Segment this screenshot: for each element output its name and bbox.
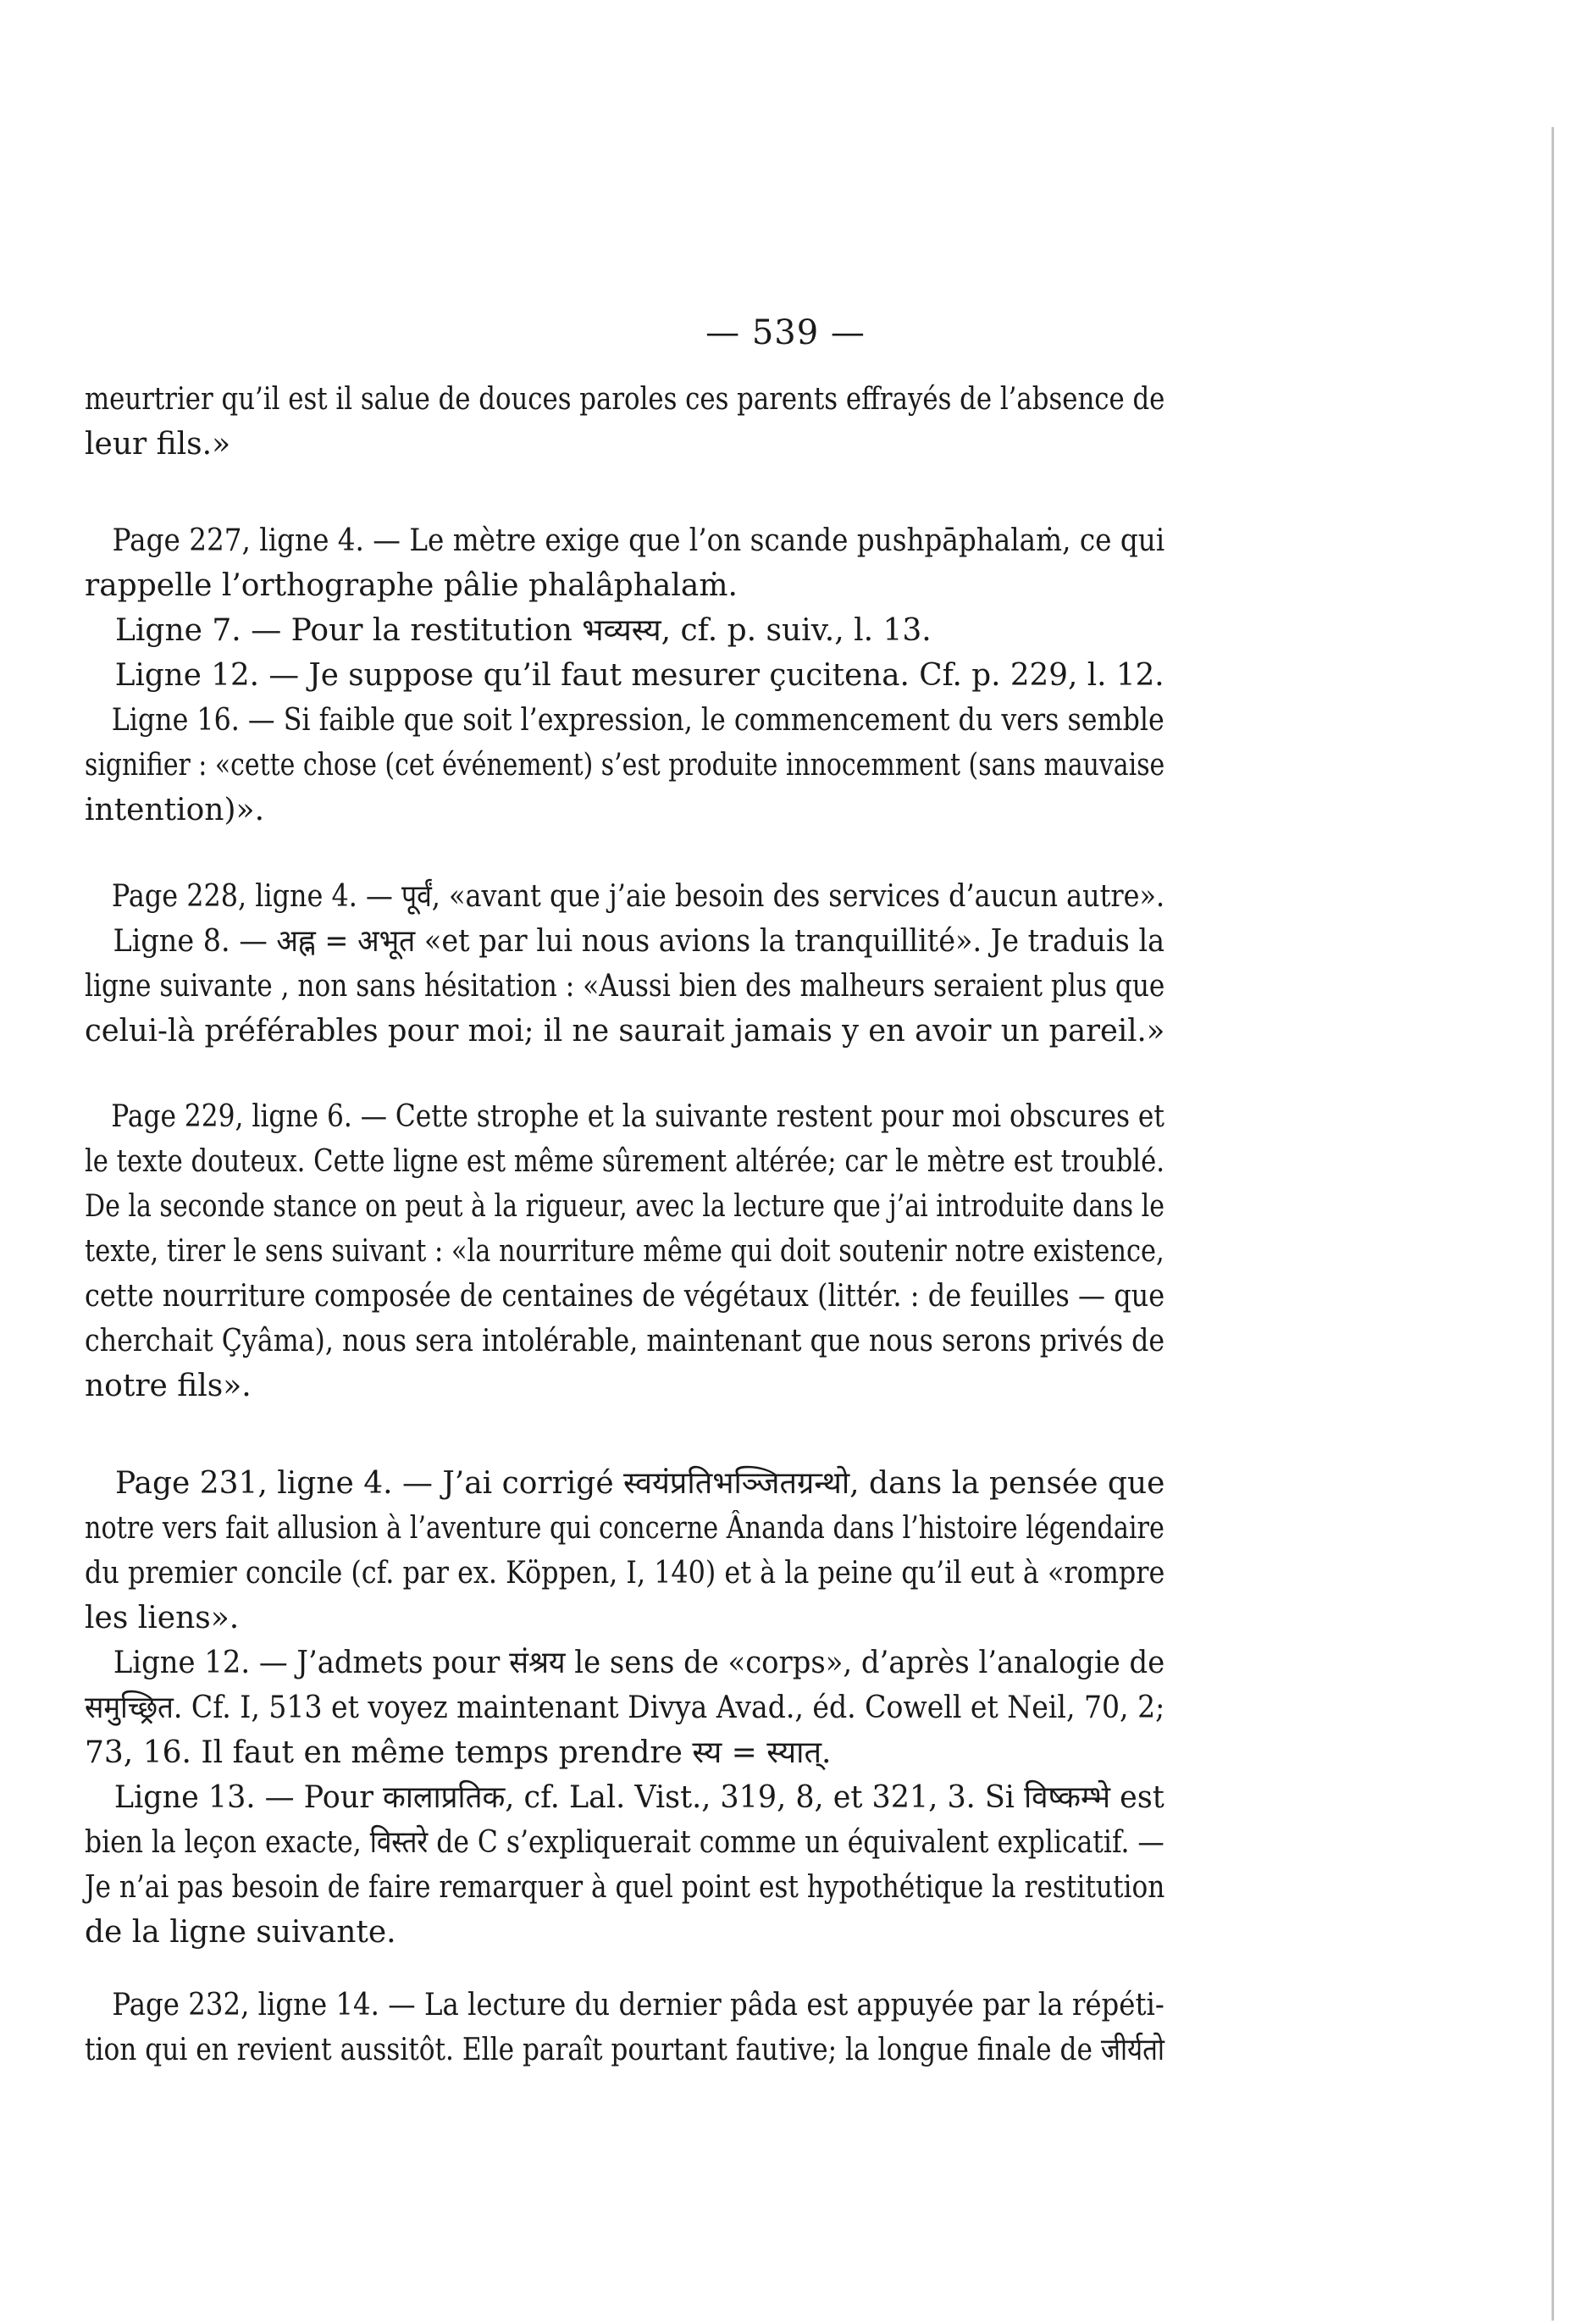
text-line: celui-là préférables pour moi; il ne saurait jamais y en avoir un pareil.» <box>85 1014 1165 1049</box>
note-heading-line: Page 229, ligne 6. — Cette strophe et la suivante restent pour moi obscures et <box>111 1099 1164 1134</box>
text-line: notre fils». <box>85 1369 252 1403</box>
text-line: bien la leçon exacte, विस्तरे de C s’expliquerait comme un équivalent explicatif. — <box>85 1825 1164 1860</box>
ligne-note: Ligne 13. — Pour कालाप्रतिक, cf. Lal. Vist., 319, 8, et 321, 3. Si विष्कम्भे est <box>113 1780 1164 1815</box>
note-page-231 <box>85 1461 1164 1955</box>
text-line: rappelle l’orthographe pâlie phalâphalaṁ. <box>85 568 738 603</box>
text-line: le texte douteux. Cette ligne est même sûrement altérée; car le mètre est troublé. <box>85 1144 1164 1179</box>
text-line: du premier concile (cf. par ex. Köppen, I, 140) et à la peine qu’il eut à «rompre <box>85 1556 1165 1591</box>
text-line: cherchait Çyâma), nous sera intolérable, maintenant que nous serons privés de <box>85 1324 1165 1358</box>
ligne-note: Ligne 12. — J’admets pour संश्रय le sens de «corps», d’après l’analogie de <box>113 1646 1165 1680</box>
text-line: 73, 16. Il faut en même temps prendre स्य = स्यात्. <box>85 1735 832 1770</box>
note-heading-line: Page 228, ligne 4. — पूर्वं, «avant que j’aie besoin des services d’aucun autre». <box>111 879 1165 914</box>
text-line: intention)». <box>85 793 265 827</box>
text-line: समुच्छ्रित. Cf. I, 513 et voyez maintenant Divya Avad., éd. Cowell et Neil, 70, 2; <box>85 1690 1165 1725</box>
ligne-note: Ligne 16. — Si faible que soit l’expression, le commencement du vers semble <box>111 703 1164 738</box>
text-line: meurtrier qu’il est il salue de douces paroles ces parents effrayés de l’absence de <box>85 382 1165 417</box>
ligne-note: Ligne 8. — अह्न = अभूत «et par lui nous avions la tranquillité». Je traduis la <box>113 924 1165 959</box>
paragraph-continuation <box>85 377 1164 467</box>
text-line: texte, tirer le sens suivant : «la nourriture même qui doit soutenir notre existence, <box>85 1234 1164 1269</box>
text-line: tion qui en revient aussitôt. Elle paraît pourtant fautive; la longue finale de जीर्यतो <box>85 2033 1164 2067</box>
note-heading-line: Page 231, ligne 4. — J’ai corrigé स्वयंप्रतिभञ्जितग्रन्थो, dans la pensée que <box>114 1466 1165 1501</box>
note-heading-line: Page 232, ligne 14. — La lecture du dernier pâda est appuyée par la répéti- <box>112 1988 1164 2022</box>
text-line: notre vers fait allusion à l’aventure qui concerne Ânanda dans l’histoire légendaire <box>85 1511 1164 1546</box>
text-line: les liens». <box>85 1601 240 1635</box>
note-heading-line: Page 227, ligne 4. — Le mètre exige que l’on scande pushpāphalaṁ, ce qui <box>112 523 1165 558</box>
note-page-229 <box>85 1094 1164 1408</box>
scan-edge-mark <box>1552 127 1554 2321</box>
text-line: signifier : «cette chose (cet événement) s’est produite innocemment (sans mauvaise <box>85 748 1165 783</box>
text-line: leur fils.» <box>85 427 231 462</box>
text-line: Je n’ai pas besoin de faire remarquer à quel point est hypothétique la restitution <box>85 1870 1165 1905</box>
text-line: cette nourriture composée de centaines de végétaux (littér. : de feuilles — que <box>85 1279 1165 1314</box>
note-page-228 <box>85 874 1164 1054</box>
note-page-227 <box>85 518 1164 833</box>
text-line: de la ligne suivante. <box>85 1915 396 1950</box>
ligne-note: Ligne 7. — Pour la restitution भव्यस्य, cf. p. suiv., l. 13. <box>115 613 932 648</box>
text-line: ligne suivante , non sans hésitation : «Aussi bien des malheurs seraient plus que <box>85 969 1165 1004</box>
note-page-232 <box>85 1983 1164 2072</box>
ligne-note: Ligne 12. — Je suppose qu’il faut mesurer çucitena. Cf. p. 229, l. 12. <box>114 658 1164 693</box>
page-number: — 539 — <box>705 313 866 352</box>
text-line: De la seconde stance on peut à la rigueur, avec la lecture que j’ai introduite dans le <box>85 1189 1164 1224</box>
